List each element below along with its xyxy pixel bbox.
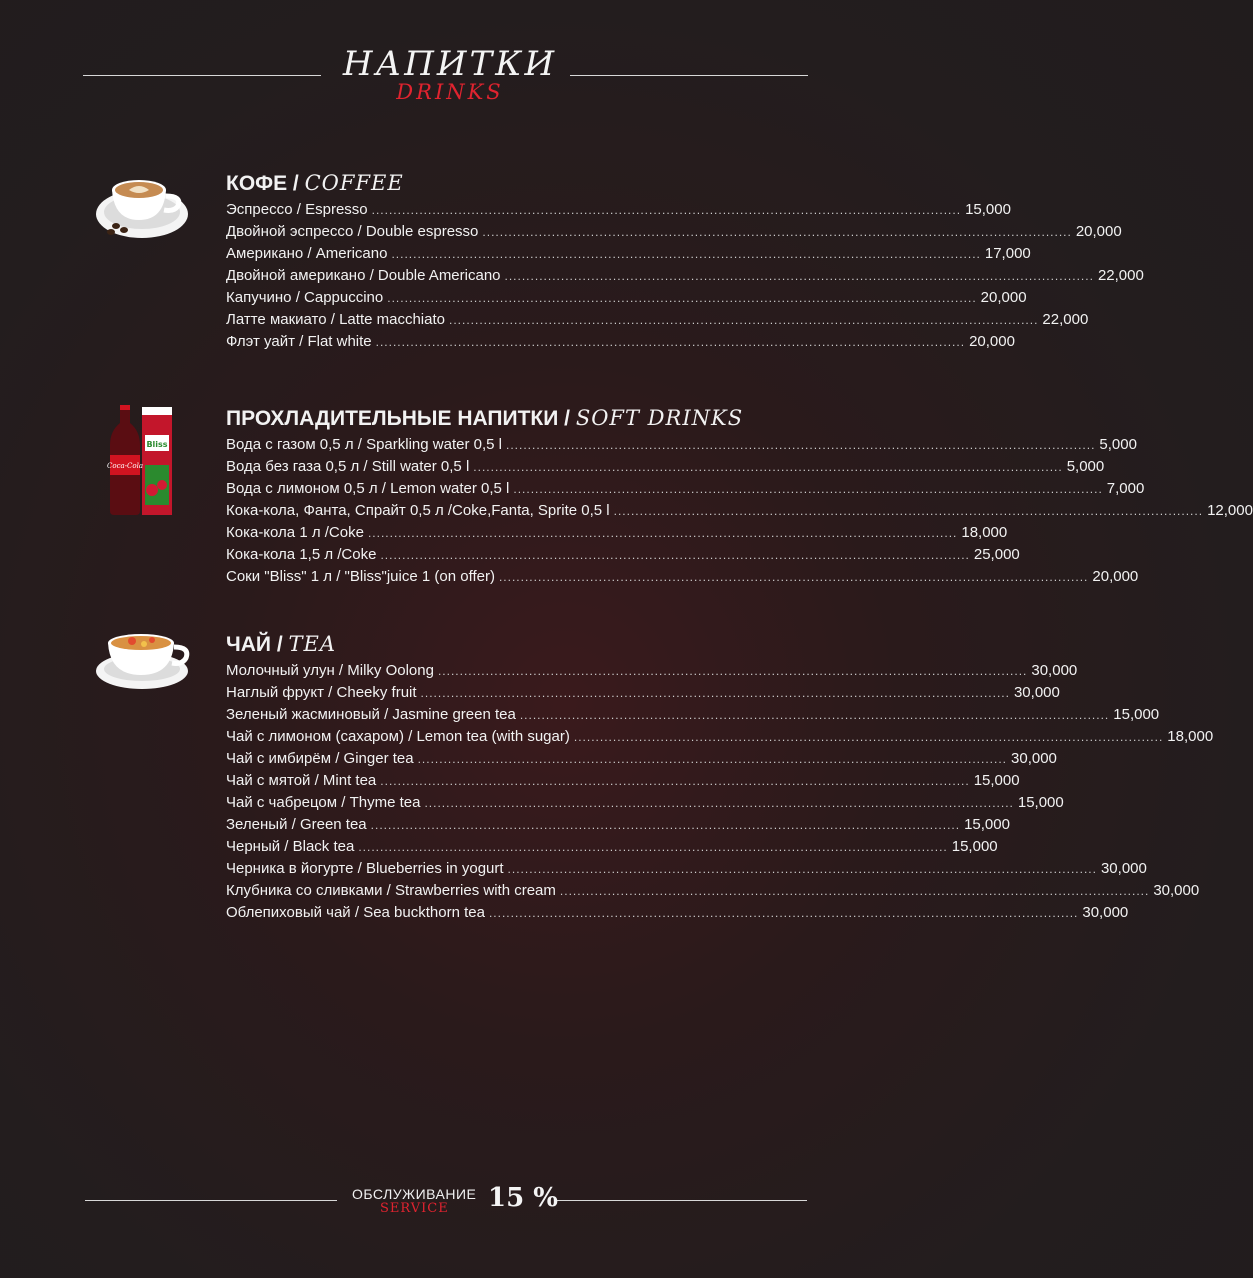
menu-item-name: Двойной американо / Double Americano: [226, 267, 501, 284]
menu-item-price: 20,000: [969, 333, 1015, 350]
menu-item-price: 30,000: [1011, 750, 1057, 767]
menu-item-price: 7,000: [1106, 480, 1145, 497]
menu-item-name: Американо / Americano: [226, 245, 388, 262]
menu-item: [226, 287, 1027, 309]
menu-item: [226, 902, 1129, 924]
menu-item-price: 15,000: [951, 838, 998, 855]
menu-item: [226, 434, 1137, 456]
dot-leader: ........................................................................................................................................: [498, 570, 1089, 584]
menu-item: [226, 682, 1060, 704]
tea-cup-icon: [94, 625, 194, 691]
menu-item-price: 30,000: [1013, 684, 1060, 701]
dot-leader: ........................................................................................................................................: [507, 862, 1097, 876]
menu-item: [226, 500, 1253, 522]
menu-item: [226, 199, 1011, 221]
dot-leader: ........................................................................................................................................: [437, 664, 1028, 678]
menu-item-price: 15,000: [965, 201, 1011, 218]
menu-item-price: 20,000: [980, 289, 1027, 306]
menu-item-name: Наглый фрукт / Cheeky fruit: [226, 684, 417, 701]
menu-item-price: 30,000: [1153, 882, 1200, 899]
dot-leader: ........................................................................................................................................: [420, 686, 1010, 700]
section-title: ПРОХЛАДИТЕЛЬНЫЕ НАПИТКИ / SOFT DRINKS: [226, 406, 744, 430]
menu-item-name: Капучино / Cappuccino: [226, 289, 384, 306]
section-title: ЧАЙ / TEA: [226, 632, 337, 656]
menu-item: [226, 309, 1089, 331]
menu-item-price: 5,000: [1099, 436, 1137, 453]
page-subtitle: DRINKS: [396, 80, 504, 104]
dot-leader: ........................................................................................................................................: [417, 752, 1008, 766]
soft-drinks-bottles-icon: [108, 405, 178, 517]
footer-rule-left: [85, 1200, 337, 1201]
svg-text:Coca-Cola: Coca-Cola: [106, 462, 144, 470]
menu-item: [226, 858, 1147, 880]
dot-leader: ........................................................................................................................................: [391, 247, 981, 261]
section-soft-drinks: [226, 404, 1253, 588]
dot-leader: ........................................................................................................................................: [367, 526, 958, 540]
menu-item: [226, 770, 1020, 792]
menu-item: [226, 522, 1008, 544]
service-label-en: SERVICE: [380, 1201, 449, 1216]
menu-item-name: Чай с мятой / Mint tea: [226, 772, 377, 789]
section-tea: [226, 630, 1214, 924]
menu-item-price: 5,000: [1066, 458, 1105, 475]
menu-item: [226, 265, 1144, 287]
menu-item: [226, 880, 1200, 902]
menu-item-price: 30,000: [1082, 904, 1129, 921]
menu-item: [226, 478, 1145, 500]
menu-item-name: Флэт уайт / Flat white: [226, 333, 372, 350]
menu-item: [226, 331, 1015, 353]
menu-item-price: 15,000: [1113, 706, 1160, 723]
dot-leader: ........................................................................................................................................: [559, 884, 1150, 898]
menu-item-name: Соки "Bliss" 1 л / "Bliss"juice 1 (on offer): [226, 568, 495, 585]
menu-item-price: 15,000: [973, 772, 1020, 789]
section-title-en: COFFEE: [304, 171, 404, 195]
menu-item-price: 25,000: [973, 546, 1020, 563]
menu-item-name: Вода с газом 0,5 л / Sparkling water 0,5 l: [226, 436, 502, 453]
menu-item: [226, 726, 1214, 748]
menu-item-price: 30,000: [1100, 860, 1147, 877]
dot-leader: ........................................................................................................................................: [371, 203, 962, 217]
menu-item: [226, 836, 998, 858]
menu-item: [226, 792, 1064, 814]
menu-item: [226, 456, 1105, 478]
coffee-cup-icon: [94, 168, 194, 244]
menu-item: [226, 243, 1031, 265]
dot-leader: ........................................................................................................................................: [370, 818, 961, 832]
dot-leader: ........................................................................................................................................: [473, 460, 1063, 474]
dot-leader: ........................................................................................................................................: [380, 548, 970, 562]
menu-item-price: 12,000: [1207, 502, 1253, 519]
menu-item-name: Зеленый / Green tea: [226, 816, 367, 833]
dot-leader: ........................................................................................................................................: [573, 730, 1164, 744]
menu-item-name: Двойной эспрессо / Double espresso: [226, 223, 479, 240]
section-title-ru: ЧАЙ: [226, 633, 272, 656]
svg-text:Bliss: Bliss: [146, 440, 168, 449]
menu-item-name: Кока-кола 1 л /Coke: [226, 524, 364, 541]
menu-item: [226, 660, 1078, 682]
section-title-en: SOFT DRINKS: [575, 406, 744, 430]
section-title: КОФЕ / COFFEE: [226, 171, 404, 195]
menu-item-name: Кока-кола 1,5 л /Coke: [226, 546, 377, 563]
menu-item-price: 15,000: [1017, 794, 1064, 811]
footer-rule-right: [555, 1200, 807, 1201]
menu-item-price: 20,000: [1092, 568, 1139, 585]
menu-item-price: 18,000: [1167, 728, 1214, 745]
menu-item-name: Облепиховый чай / Sea buckthorn tea: [226, 904, 485, 921]
menu-item-name: Молочный улун / Milky Oolong: [226, 662, 434, 679]
menu-item: [226, 221, 1122, 243]
menu-item: [226, 814, 1010, 836]
menu-item: [226, 566, 1139, 588]
menu-item-name: Зеленый жасминовый / Jasmine green tea: [226, 706, 516, 723]
menu-item-name: Черный / Black tea: [226, 838, 355, 855]
dot-leader: ........................................................................................................................................: [424, 796, 1014, 810]
dot-leader: ........................................................................................................................................: [519, 708, 1110, 722]
dot-leader: ........................................................................................................................................: [513, 482, 1103, 496]
menu-item-name: Латте макиато / Latte macchiato: [226, 311, 445, 328]
dot-leader: ........................................................................................................................................: [387, 291, 977, 305]
menu-item: [226, 748, 1057, 770]
dot-leader: ........................................................................................................................................: [375, 335, 966, 349]
menu-item-name: Чай с имбирём / Ginger tea: [226, 750, 414, 767]
service-charge-value: 15 %: [488, 1183, 558, 1213]
menu-item-name: Клубника со сливками / Strawberries with cream: [226, 882, 556, 899]
section-title-en: TEA: [288, 632, 337, 656]
menu-item-name: Черника в йогурте / Blueberries in yogurt: [226, 860, 504, 877]
menu-item-name: Чай с чабрецом / Thyme tea: [226, 794, 421, 811]
section-coffee: [226, 169, 1144, 353]
menu-item-price: 20,000: [1075, 223, 1122, 240]
section-title-ru: КОФЕ: [226, 172, 288, 195]
dot-leader: ........................................................................................................................................: [504, 269, 1094, 283]
menu-item-name: Кока-кола, Фанта, Спрайт 0,5 л /Coke,Fanta, Sprite 0,5 l: [226, 502, 610, 519]
section-title-ru: ПРОХЛАДИТЕЛЬНЫЕ НАПИТКИ: [226, 407, 559, 430]
menu-item-price: 18,000: [961, 524, 1008, 541]
menu-item: [226, 544, 1020, 566]
menu-item-name: Чай с лимоном (сахаром) / Lemon tea (with sugar): [226, 728, 570, 745]
dot-leader: ........................................................................................................................................: [482, 225, 1072, 239]
menu-item-name: Вода без газа 0,5 л / Still water 0,5 l: [226, 458, 470, 475]
dot-leader: ........................................................................................................................................: [488, 906, 1079, 920]
menu-item-price: 22,000: [1097, 267, 1144, 284]
menu-item-price: 17,000: [984, 245, 1031, 262]
menu-item-price: 30,000: [1031, 662, 1078, 679]
menu-item-name: Эспрессо / Espresso: [226, 201, 368, 218]
menu-item-price: 15,000: [964, 816, 1010, 833]
menu-item: [226, 704, 1160, 726]
dot-leader: ........................................................................................................................................: [380, 774, 970, 788]
dot-leader: ........................................................................................................................................: [505, 438, 1096, 452]
page-title: НАПИТКИ: [342, 44, 558, 84]
menu-item-price: 22,000: [1042, 311, 1089, 328]
dot-leader: ........................................................................................................................................: [613, 504, 1204, 518]
menu-item-name: Вода с лимоном 0,5 л / Lemon water 0,5 l: [226, 480, 510, 497]
service-label-ru: ОБСЛУЖИВАНИЕ: [352, 1186, 477, 1202]
dot-leader: ........................................................................................................................................: [449, 313, 1039, 327]
dot-leader: ........................................................................................................................................: [358, 840, 948, 854]
